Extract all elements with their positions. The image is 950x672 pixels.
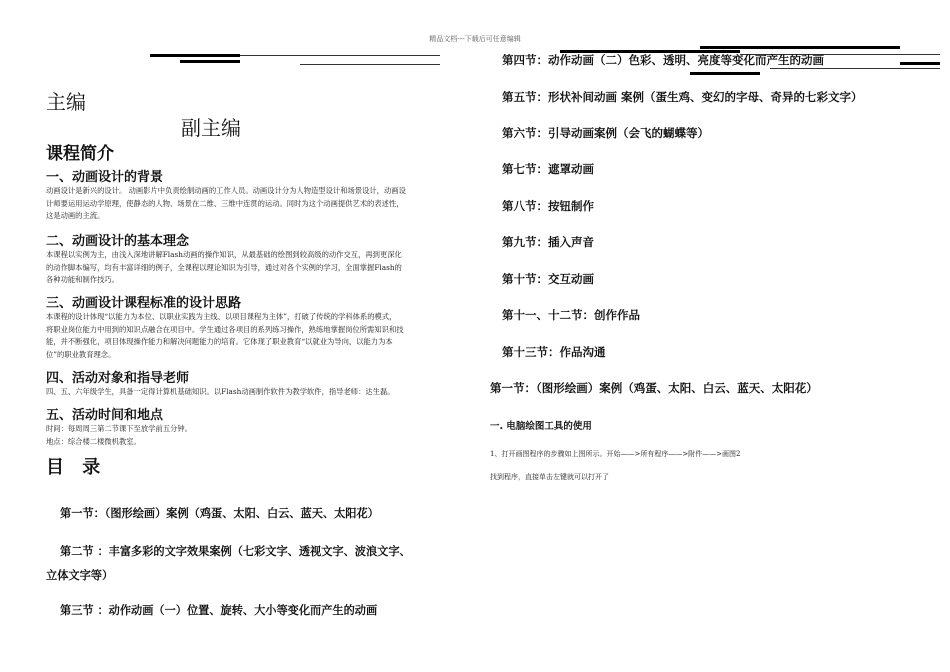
paragraph-line: 地点：综合楼二楼微机教室。 [46,436,141,446]
instruction-line: 1、打开画图程序的步骤如上图所示。开始——>所有程序——>附件——>画图2 [490,450,741,458]
section-paragraph [46,423,464,448]
toc-entry: 第七节：遮罩动画 [502,162,594,176]
toc-entry: 第十一、十二节：创作作品 [502,308,640,322]
toc-entry: 第一节：（图形绘画）案例（鸡蛋、太阳、白云、蓝天、太阳花） [60,507,379,520]
paragraph-line: 四、五、六年级学生，具备一定得计算机基础知识。以Flash动画制作软件为教学软件，指导老师：达生磊。 [46,387,395,396]
paragraph-line: 本课程以实例为主，由浅入深地讲解Flash动画的操作知识，从最基础的绘图到较高级的动作交互，再到更深化 [46,250,402,259]
paragraph-line: 的动作脚本编写，均有丰富详细的例子，全课程以理论知识为引导，通过对各个实例的学习，全面掌握Flash的 [46,262,402,272]
paragraph-line: 本课程的设计体现“以能力为本位、以职业实践为主线、以项目课程为主体”，打破了传统的学科体系的模式， [46,312,397,321]
toc-entry: 第三节 ：动作动画（一）位置、旋转、大小等变化而产生的动画 [60,604,378,617]
toc-entry: 第十三节：作品沟通 [502,345,606,359]
section-paragraph [46,249,464,287]
instruction-line: 找到程序，直接单击左键就可以打开了 [490,473,609,481]
paragraph-line: 时间：每周周三第二节课下至放学前五分钟。 [46,424,192,433]
section-paragraph [46,386,464,399]
section-heading: 四、活动对象和指导老师 [46,371,190,386]
paragraph-line: 各种功能和制作技巧。 [46,275,119,285]
paragraph-line: 动画设计是新兴的设计。 动画影片中负责绘制动画的工作人员。动画设计分为人物造型设计和场景设计，动画设 [46,186,406,195]
editor-label: 主编 [46,90,86,114]
scan-bar [700,46,900,49]
toc-entry-continued: 立体文字等） [46,569,114,582]
toc-entry: 第二节 ：丰富多彩的文字效果案例（七彩文字、透视文字、波浪文字、 [60,545,411,558]
toc-entry: 第九节：插入声音 [502,235,594,249]
toc-entry: 第八节：按钮制作 [502,199,594,213]
header-note: 精品文档---下载后可任意编辑 [429,35,521,43]
section-heading: 二、动画设计的基本理念 [46,234,190,249]
section-title: 第一节：（图形绘画）案例（鸡蛋、太阳、白云、蓝天、太阳花） [490,381,818,395]
toc-entry: 第六节：引导动画案例（会飞的蝴蝶等） [502,126,709,140]
paragraph-line: 能，并不断强化，项目体现操作能力和解决问题能力的培育。它体现了职业教育“以就业为导向，以能力为本 [46,337,393,347]
toc-entry: 第五节：形状补间动画 案例（蛋生鸡、变幻的字母、奇异的七彩文字） [502,90,863,104]
paragraph-line: 这是动画的主流。 [46,211,105,221]
paragraph-line: 将职业岗位能力中用到的知识点融合在项目中。学生通过各项目的系列练习操作，熟练地掌握岗位所需知识和技 [46,324,404,334]
scan-bar [900,62,940,65]
paragraph-line: 位”的职业教育理念。 [46,349,116,359]
paragraph-line: 计师要运用运动学原理，使静态的人物、场景在二维、三维中连贯的运动。同时为这个动画提供艺术的表述性， [46,198,404,208]
scan-bar [770,68,940,69]
course-intro-title: 课程简介 [46,144,114,164]
section-heading: 三、动画设计课程标准的设计思路 [46,296,242,311]
scan-bar [240,55,440,56]
section-heading: 一、动画设计的背景 [46,170,164,185]
toc-entry: 第四节：动作动画（二）色彩、透明、亮度等变化而产生的动画 [502,53,824,67]
section-heading: 五、活动时间和地点 [46,408,164,423]
toc-title: 目 录 [46,457,107,478]
section-paragraph [46,185,464,223]
sub-editor-label: 副主编 [181,116,241,140]
toc-entry: 第十节：交互动画 [502,272,594,286]
subsection-heading: 一. 电脑绘图工具的使用 [490,421,592,432]
scan-bar [300,64,440,65]
scan-bar [180,60,240,63]
scan-bar [690,72,760,75]
section-paragraph [46,311,464,361]
scan-bar [150,54,240,57]
